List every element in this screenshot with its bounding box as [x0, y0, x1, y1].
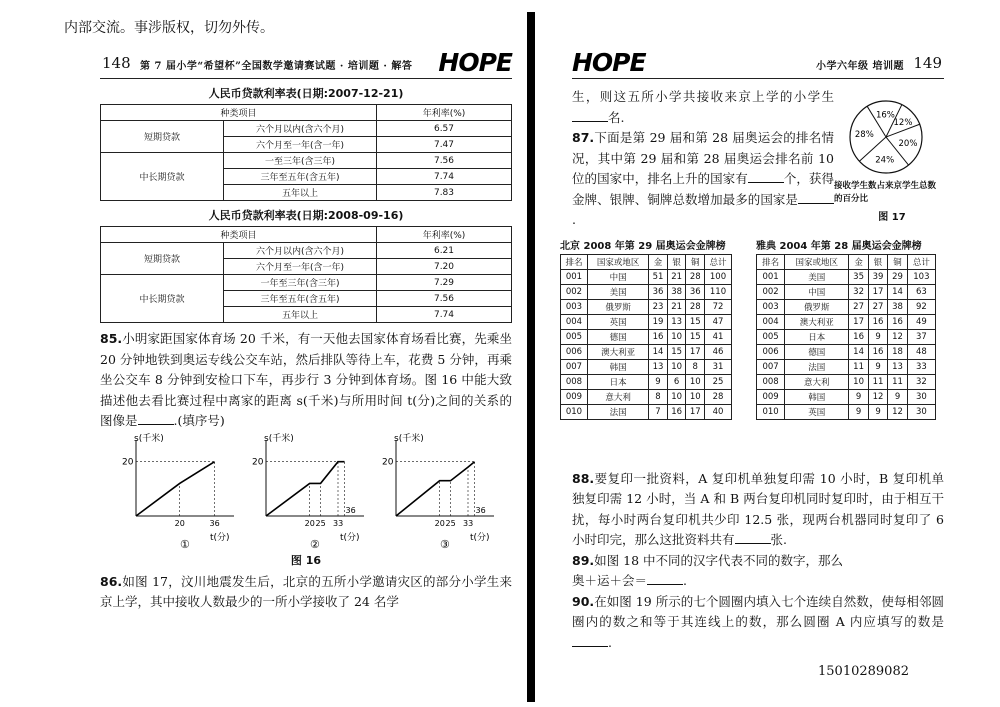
table-cell: 16: [868, 344, 887, 359]
table-cell: 10: [686, 389, 705, 404]
table-cell: 17: [686, 404, 705, 419]
table-row: [757, 329, 936, 344]
table-cell: 001: [757, 269, 785, 284]
table-cell: 11: [888, 374, 907, 389]
table-cell: 32: [849, 284, 868, 299]
table-cell: 12: [868, 389, 887, 404]
table-cell: 16: [888, 314, 907, 329]
question-text: 在如图 19 所示的七个圆圈内填入七个连续自然数，使每相邻圆圈内的数之和等于其连线上的数，那么圆圈 A 内应填写的数是: [572, 593, 944, 629]
table-cell: 13: [667, 314, 686, 329]
table-cell: 007: [757, 359, 785, 374]
rate-table-2008: [100, 226, 512, 323]
y-tick-label: 20: [252, 457, 264, 468]
figure-16-caption: 图 16: [290, 553, 322, 567]
table-cell: 38: [888, 299, 907, 314]
graph-number: ②: [310, 537, 320, 550]
formula: 奥＋运＋会＝: [572, 573, 648, 588]
rate-cell: 7.74: [377, 307, 512, 323]
question-tail: .(填序号): [173, 413, 225, 428]
table-cell: 日本: [785, 329, 849, 344]
table-cell: 009: [757, 389, 785, 404]
table-cell: 010: [561, 404, 588, 419]
pie-slice-label: 16%: [875, 110, 895, 121]
table-cell: 18: [888, 344, 907, 359]
table-cell: 13: [888, 359, 907, 374]
category-cell: 短期贷款: [101, 243, 224, 275]
answer-blank[interactable]: [735, 531, 771, 544]
table-row: [561, 359, 732, 374]
column-header: 排名: [561, 254, 588, 269]
table-cell: 16: [649, 329, 668, 344]
question-tail: .: [683, 573, 687, 588]
x-tick-label: 33: [463, 518, 474, 528]
table-row: [101, 153, 512, 169]
table-cell: 002: [757, 284, 785, 299]
col-header-type: 种类项目: [101, 227, 377, 243]
distance-line: [396, 461, 475, 515]
header-title: 小学六年级 培训题: [816, 61, 904, 72]
table-cell: 10: [849, 374, 868, 389]
table-cell: 008: [561, 374, 588, 389]
table-cell: 008: [757, 374, 785, 389]
item-cell: 三年至五年(含五年): [224, 169, 377, 185]
x-tick-label: 33: [333, 518, 344, 528]
figure-17: [834, 98, 938, 223]
column-header: 铜: [888, 254, 907, 269]
x-axis-label: t(分): [210, 532, 230, 543]
table-cell: 10: [667, 329, 686, 344]
column-header: 国家或地区: [587, 254, 648, 269]
table-cell: 006: [561, 344, 588, 359]
table-cell: 002: [561, 284, 588, 299]
item-cell: 五年以上: [224, 307, 377, 323]
question-text: 如图 17，汶川地震发生后，北京的五所小学邀请灾区的部分小学生来京上学，其中接收人数最少的一所小学接收了 24 名学: [100, 573, 512, 609]
table-row: [757, 374, 936, 389]
rate-cell: 7.29: [377, 275, 512, 291]
table-cell: 39: [868, 269, 887, 284]
x-tick-label: 20: [304, 518, 315, 528]
table-row: [561, 344, 732, 359]
question-number: 87.: [572, 130, 595, 145]
table-cell: 12: [888, 329, 907, 344]
table-cell: 36: [686, 284, 705, 299]
distance-line: [266, 461, 345, 515]
item-cell: 三年至五年(含五年): [224, 291, 377, 307]
table-cell: 47: [705, 314, 732, 329]
col-header-type: 种类项目: [101, 105, 377, 121]
table-cell: 9: [888, 389, 907, 404]
table-cell: 韩国: [587, 359, 648, 374]
table-cell: 11: [868, 374, 887, 389]
table-cell: 韩国: [785, 389, 849, 404]
table-cell: 36: [649, 284, 668, 299]
table-cell: 49: [907, 314, 935, 329]
table-cell: 德国: [587, 329, 648, 344]
table-cell: 16: [849, 329, 868, 344]
question-number: 88.: [572, 470, 595, 486]
category-cell: 中长期贷款: [101, 153, 224, 201]
table-cell: 100: [705, 269, 732, 284]
table-cell: 中国: [587, 269, 648, 284]
table-cell: 19: [649, 314, 668, 329]
table-row: [101, 121, 512, 137]
table-row: [561, 269, 732, 284]
table-cell: 63: [907, 284, 935, 299]
table-cell: 英国: [785, 404, 849, 419]
question-text: 小明家距国家体育场 20 千米，有一天他去国家体育场看比赛，先乘坐 20 分钟地铁到奥运专线公交车站，然后排队等待上车，花费 5 分钟，再乘坐公交车 8 分钟到安检口下车，再步行 3 分钟到体育场。图 16 中能大致描述他去看比赛过程中离家的距离 s(千米)与所用时间 t(分)之间的关系的图像是: [100, 331, 512, 428]
table-row: [101, 275, 512, 291]
table-row: [561, 389, 732, 404]
table-cell: 46: [705, 344, 732, 359]
rate-cell: 7.56: [377, 291, 512, 307]
pie-slice-label: 28%: [854, 129, 874, 140]
table-row: [561, 329, 732, 344]
x-tick-label: 36: [475, 505, 486, 515]
table-cell: 17: [849, 314, 868, 329]
table-row: [561, 404, 732, 419]
page-number: 149: [913, 54, 942, 72]
table-cell: 35: [849, 269, 868, 284]
table-cell: 9: [849, 404, 868, 419]
table-cell: 40: [705, 404, 732, 419]
table-cell: 9: [649, 374, 668, 389]
header-title: 第 7 届小学“希望杯”全国数学邀请赛试题 · 培训题 · 解答: [140, 61, 413, 72]
beijing-medal-table: [560, 254, 732, 420]
rate-cell: 7.20: [377, 259, 512, 275]
column-header: 铜: [686, 254, 705, 269]
phone-number: 15010289082: [818, 664, 909, 679]
copyright-note: 内部交流。事涉版权，切勿外传。: [64, 20, 274, 36]
figure-16-graphs: [100, 432, 512, 550]
column-header: 国家或地区: [785, 254, 849, 269]
table-cell: 9: [849, 389, 868, 404]
graph-1: [110, 432, 240, 550]
question-text: 要复印一批资料，A 复印机单独复印需 10 小时，B 复印机单独复印需 12 小时，当 A 和 B 两台复印机同时复印时，由于相互干扰，每小时两台复印机共少印 12.5 张，现两台机器同时复印了 6 小时印完，那么这批资料共有: [572, 470, 944, 547]
table-cell: 41: [705, 329, 732, 344]
table-cell: 9: [868, 329, 887, 344]
table1-caption: 人民币贷款利率表(日期:2007-12-21): [208, 87, 404, 100]
hope-logo: HOPE: [438, 48, 512, 77]
beijing-table-caption: 北京 2008 年第 29 届奥运会金牌榜: [560, 240, 726, 252]
col-header-rate: 年利率(%): [377, 227, 512, 243]
table-cell: 37: [907, 329, 935, 344]
table-cell: 10: [667, 359, 686, 374]
column-header: 金: [849, 254, 868, 269]
pie-slice-label: 24%: [875, 155, 895, 166]
item-cell: 六个月至一年(含一年): [224, 137, 377, 153]
rate-cell: 6.57: [377, 121, 512, 137]
question-87: [572, 128, 834, 231]
question-number: 86.: [100, 573, 123, 589]
table-cell: 6: [667, 374, 686, 389]
table-cell: 005: [561, 329, 588, 344]
table-cell: 51: [649, 269, 668, 284]
table-cell: 意大利: [785, 374, 849, 389]
item-cell: 六个月以内(含六个月): [224, 121, 377, 137]
question-number: 90.: [572, 593, 595, 609]
answer-blank[interactable]: [572, 109, 608, 122]
y-tick-label: 20: [122, 457, 134, 468]
question-text: 生，则这五所小学共接收来京上学的小学生: [572, 89, 834, 104]
graph-number: ③: [440, 537, 450, 550]
question-text-mid: 个，获得金牌、银牌、铜牌总数增加最多的国家是: [572, 171, 834, 207]
table-cell: 30: [907, 404, 935, 419]
table-cell: 中国: [785, 284, 849, 299]
question-89: [572, 551, 944, 592]
column-header: 金: [649, 254, 668, 269]
table-cell: 澳大利亚: [785, 314, 849, 329]
y-axis-label: s(千米): [264, 433, 294, 444]
table-cell: 32: [907, 374, 935, 389]
table-cell: 110: [705, 284, 732, 299]
table-cell: 15: [667, 344, 686, 359]
column-header: 总计: [705, 254, 732, 269]
question-text: 如图 18 中不同的汉字代表不同的数字，那么: [594, 552, 844, 568]
table-cell: 12: [888, 404, 907, 419]
item-cell: 六个月至一年(含一年): [224, 259, 377, 275]
distance-line: [136, 461, 215, 515]
right-page-header: [572, 48, 944, 79]
q86-87-block: [572, 87, 834, 231]
table-cell: 48: [907, 344, 935, 359]
table-cell: 9: [868, 404, 887, 419]
athens-medal-table: [756, 254, 936, 420]
item-cell: 五年以上: [224, 185, 377, 201]
question-tail: .: [608, 634, 612, 650]
table-cell: 澳大利亚: [587, 344, 648, 359]
pie-caption: 接收学生数占来京学生总数的百分比: [834, 181, 937, 204]
table-cell: 31: [705, 359, 732, 374]
table-row: [757, 359, 936, 374]
y-axis-label: s(千米): [394, 433, 424, 444]
table-cell: 38: [667, 284, 686, 299]
table-cell: 28: [686, 269, 705, 284]
book-spine: [527, 12, 535, 702]
table-cell: 15: [686, 314, 705, 329]
table-cell: 29: [888, 269, 907, 284]
table-cell: 005: [757, 329, 785, 344]
x-tick-label: 20: [174, 518, 185, 528]
question-tail: 名.: [608, 109, 625, 125]
table-row: [101, 243, 512, 259]
rate-cell: 7.74: [377, 169, 512, 185]
graph-number: ①: [180, 537, 190, 550]
table-cell: 003: [561, 299, 588, 314]
column-header: 总计: [907, 254, 935, 269]
y-tick-label: 20: [382, 457, 394, 468]
left-page: [100, 48, 512, 613]
table-row: [757, 404, 936, 419]
table-cell: 27: [868, 299, 887, 314]
table-row: [561, 284, 732, 299]
left-page-header: [100, 48, 512, 79]
column-header: 银: [667, 254, 686, 269]
table-cell: 8: [686, 359, 705, 374]
x-tick-label: 25: [445, 518, 456, 528]
table-cell: 103: [907, 269, 935, 284]
table-cell: 004: [757, 314, 785, 329]
table-cell: 30: [907, 389, 935, 404]
table-cell: 7: [649, 404, 668, 419]
table-row: [757, 269, 936, 284]
table-cell: 21: [667, 299, 686, 314]
hope-logo: HOPE: [572, 48, 646, 77]
table-cell: 001: [561, 269, 588, 284]
table-row: [757, 344, 936, 359]
column-header: 排名: [757, 254, 785, 269]
question-90: [572, 592, 944, 654]
x-tick-label: 36: [345, 505, 356, 515]
table-cell: 16: [868, 314, 887, 329]
category-cell: 短期贷款: [101, 121, 224, 153]
table-cell: 21: [667, 269, 686, 284]
rate-cell: 7.83: [377, 185, 512, 201]
table-cell: 17: [686, 344, 705, 359]
table-row: [757, 389, 936, 404]
question-86-continued: [572, 87, 834, 128]
table-cell: 法国: [587, 404, 648, 419]
table-cell: 11: [849, 359, 868, 374]
x-tick-label: 36: [209, 518, 220, 528]
table-cell: 006: [757, 344, 785, 359]
category-cell: 中长期贷款: [101, 275, 224, 323]
x-axis-label: t(分): [340, 532, 360, 543]
table-cell: 14: [649, 344, 668, 359]
table-cell: 德国: [785, 344, 849, 359]
question-number: 89.: [572, 552, 595, 568]
table-row: [561, 374, 732, 389]
table-cell: 009: [561, 389, 588, 404]
question-85: [100, 329, 512, 432]
item-cell: 六个月以内(含六个月): [224, 243, 377, 259]
table-cell: 23: [649, 299, 668, 314]
table-cell: 13: [649, 359, 668, 374]
question-tail: 张.: [770, 532, 787, 547]
table-cell: 72: [705, 299, 732, 314]
beijing-medal-table-block: [560, 237, 732, 420]
question-text: 下面是第 29 届和第 28 届奥运会的排名情况，其中第 29 届和第 28 届奥运会排名前 10 位的国家中，排名上升的国家有: [572, 130, 834, 186]
pie-slice-label: 12%: [893, 117, 913, 128]
athens-medal-table-block: [756, 237, 936, 420]
y-axis-label: s(千米): [134, 433, 164, 444]
answer-blank[interactable]: [572, 634, 608, 647]
figure-17-label: 图 17: [878, 212, 906, 223]
table-cell: 9: [868, 359, 887, 374]
answer-blank[interactable]: [798, 191, 834, 204]
medal-tables: [560, 237, 944, 469]
table-cell: 日本: [587, 374, 648, 389]
table-cell: 25: [705, 374, 732, 389]
answer-blank[interactable]: [748, 170, 784, 183]
table-row: [757, 314, 936, 329]
rate-cell: 7.56: [377, 153, 512, 169]
table-cell: 意大利: [587, 389, 648, 404]
x-tick-label: 20: [434, 518, 445, 528]
column-header: 银: [868, 254, 887, 269]
table-cell: 美国: [785, 269, 849, 284]
question-tail: .: [572, 212, 576, 227]
table-cell: 10: [686, 374, 705, 389]
table-cell: 10: [667, 389, 686, 404]
question-86: [100, 572, 512, 613]
table-cell: 28: [686, 299, 705, 314]
table-cell: 15: [686, 329, 705, 344]
table-cell: 俄罗斯: [785, 299, 849, 314]
x-tick-label: 25: [315, 518, 326, 528]
table-cell: 美国: [587, 284, 648, 299]
table-cell: 010: [757, 404, 785, 419]
graph-2: [240, 432, 370, 550]
table-cell: 27: [849, 299, 868, 314]
table-cell: 14: [849, 344, 868, 359]
table-row: [757, 284, 936, 299]
answer-blank[interactable]: [138, 412, 174, 425]
table-cell: 007: [561, 359, 588, 374]
question-number: 85.: [100, 331, 123, 346]
table-cell: 14: [888, 284, 907, 299]
x-axis-label: t(分): [470, 532, 490, 543]
table-row: [757, 299, 936, 314]
pie-chart: [846, 98, 926, 176]
table-cell: 003: [757, 299, 785, 314]
athens-table-caption: 雅典 2004 年第 28 届奥运会金牌榜: [756, 240, 922, 252]
table-row: [561, 299, 732, 314]
rate-cell: 6.21: [377, 243, 512, 259]
table-cell: 17: [868, 284, 887, 299]
page-number: 148: [102, 54, 131, 72]
table-cell: 8: [649, 389, 668, 404]
table2-caption: 人民币贷款利率表(日期:2008-09-16): [208, 209, 404, 222]
table-cell: 16: [667, 404, 686, 419]
answer-blank[interactable]: [647, 572, 683, 585]
table-cell: 004: [561, 314, 588, 329]
item-cell: 一年至三年(含三年): [224, 275, 377, 291]
col-header-rate: 年利率(%): [377, 105, 512, 121]
table-cell: 法国: [785, 359, 849, 374]
rate-table-2007: [100, 104, 512, 201]
table-cell: 俄罗斯: [587, 299, 648, 314]
rate-cell: 7.47: [377, 137, 512, 153]
pie-slice-label: 20%: [898, 138, 918, 149]
question-88: [572, 469, 944, 551]
item-cell: 一至三年(含三年): [224, 153, 377, 169]
table-cell: 92: [907, 299, 935, 314]
table-cell: 28: [705, 389, 732, 404]
graph-3: [370, 432, 500, 550]
table-cell: 33: [907, 359, 935, 374]
table-cell: 英国: [587, 314, 648, 329]
table-row: [561, 314, 732, 329]
